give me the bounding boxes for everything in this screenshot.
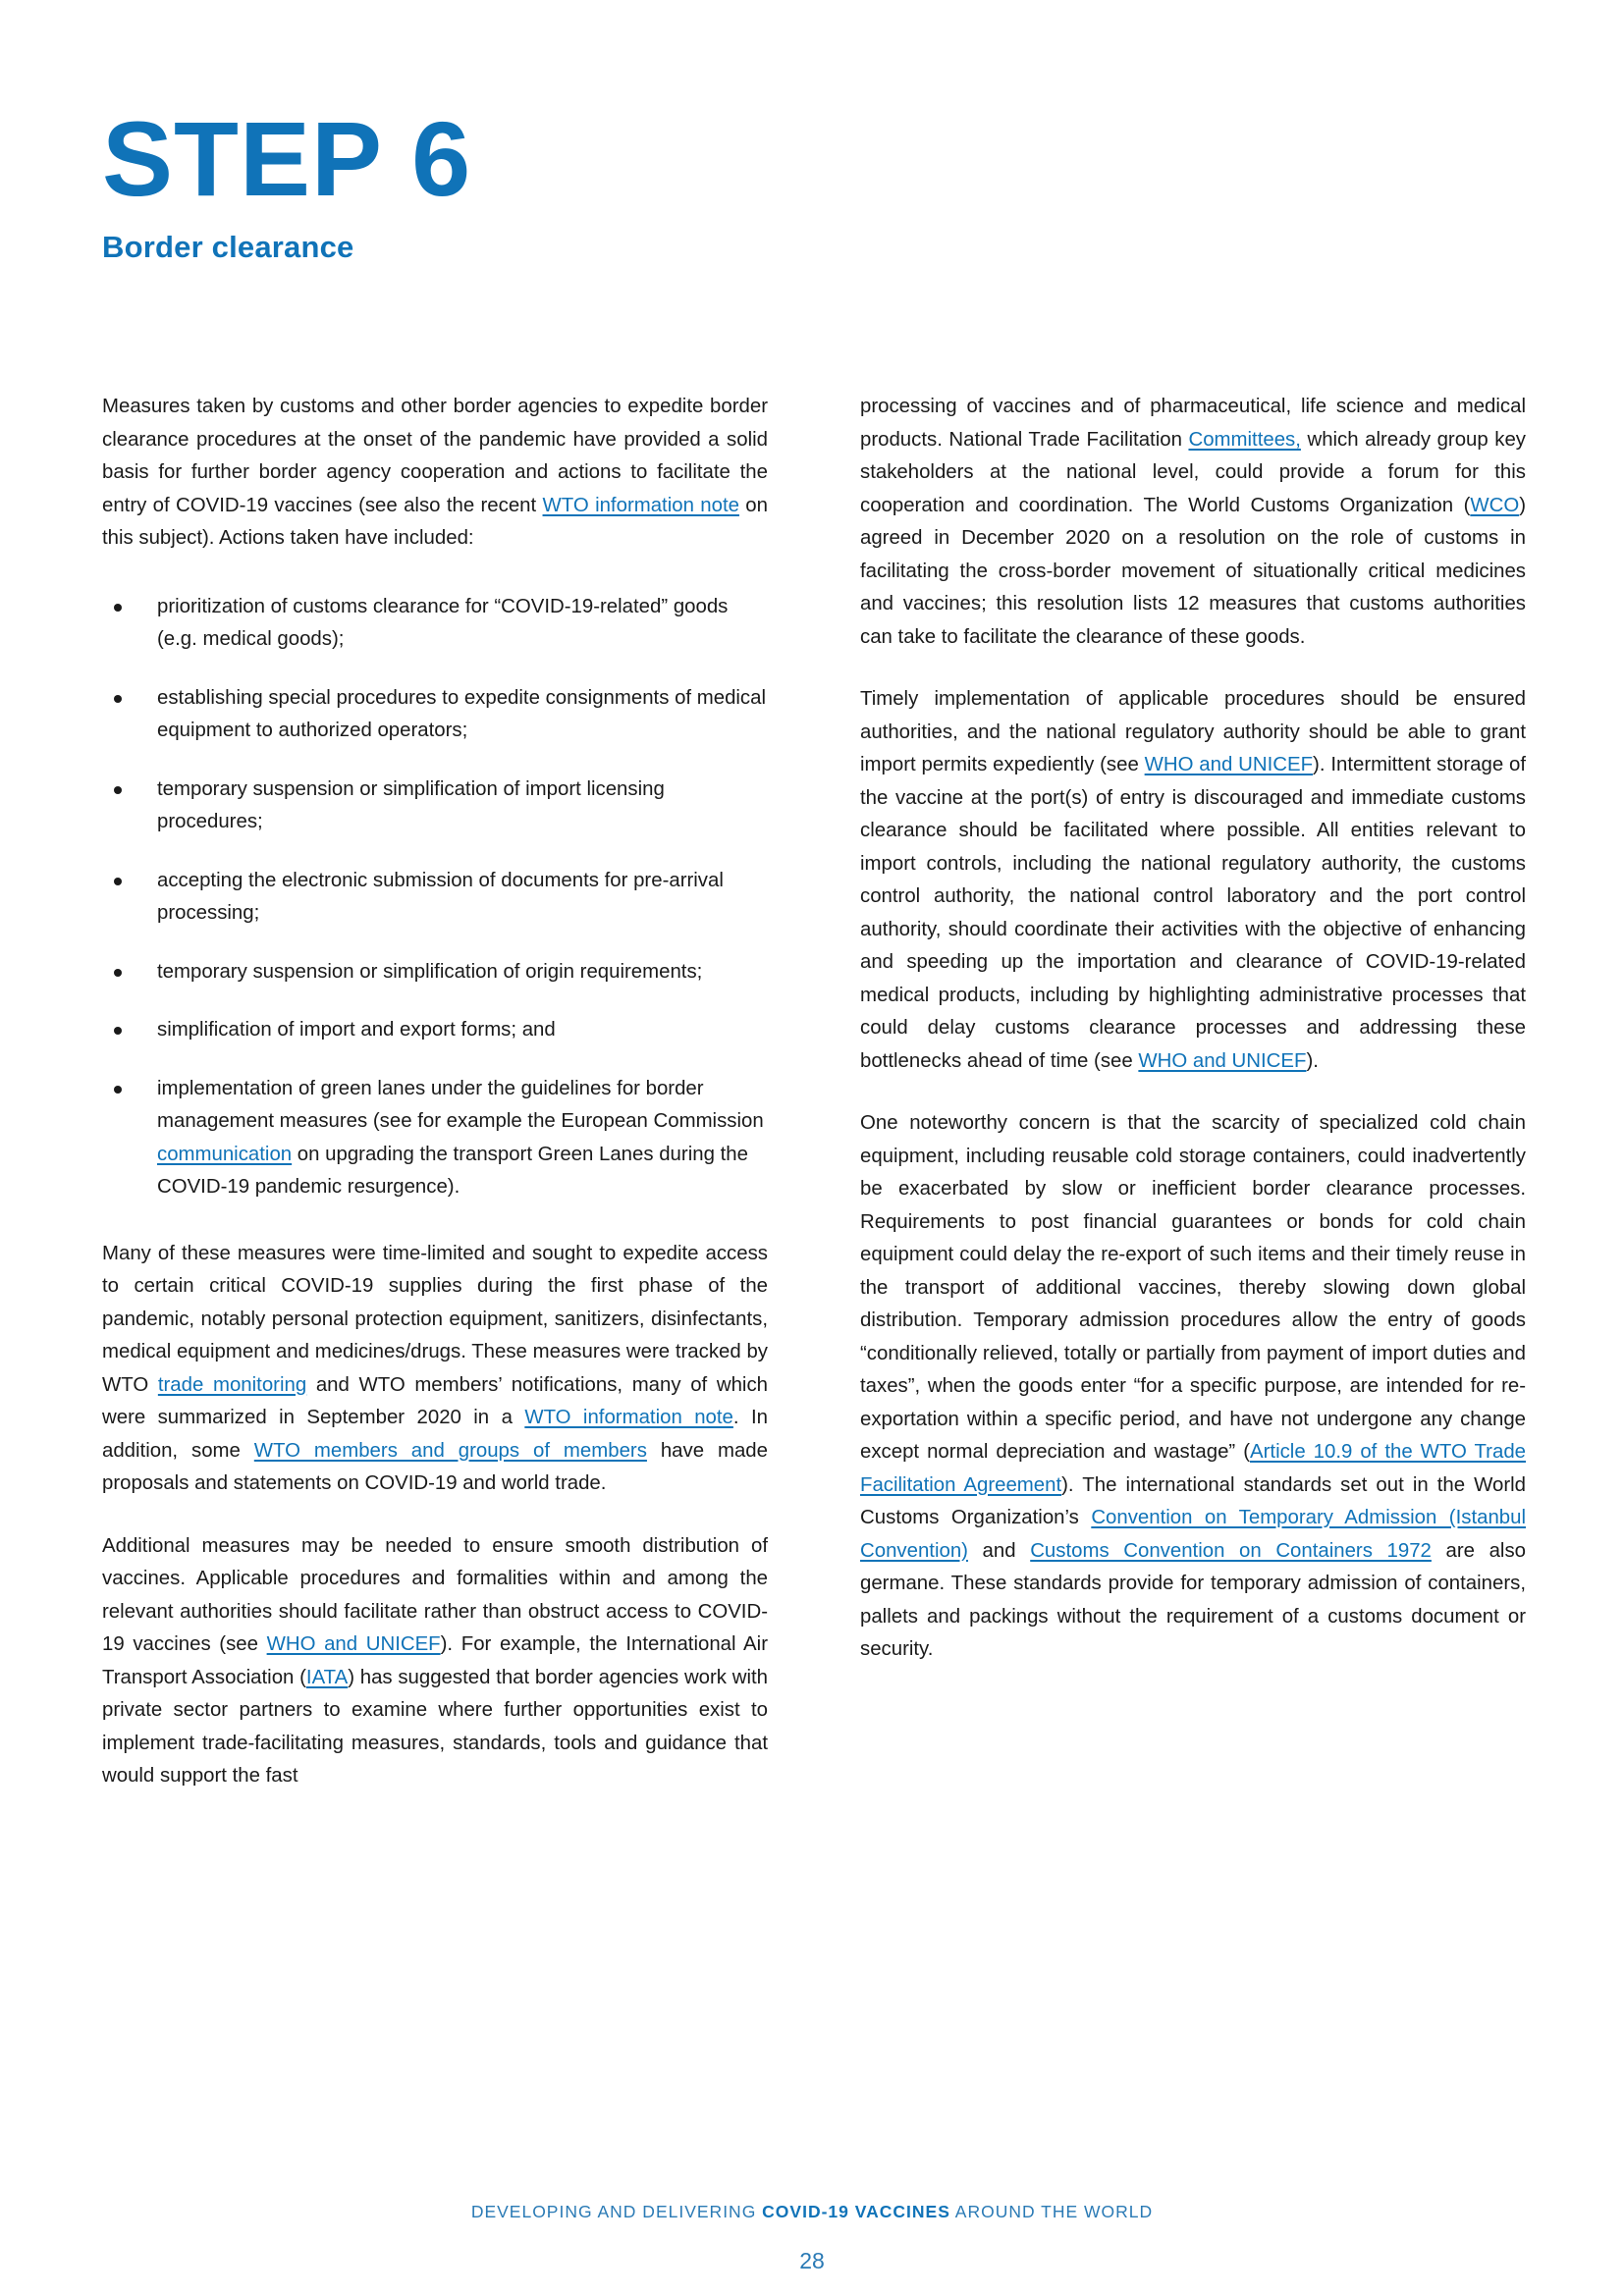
- right-paragraph-3: [860, 1107, 1526, 1667]
- who-unicef-link-right-1[interactable]: WHO and UNICEF: [1144, 754, 1314, 775]
- rp3-part4: are also germane. These standards provide for temporary admission of containers, pallets and packings without the requirement of a customs document or security.: [860, 1539, 1527, 1660]
- p2-part3: . In addition, some: [102, 1407, 768, 1462]
- page-header: [102, 99, 986, 265]
- bullet-dot-icon: [114, 969, 122, 977]
- list-item: [102, 1073, 768, 1204]
- list-item: [102, 1014, 768, 1047]
- page-footer: [0, 2202, 1624, 2274]
- rp3-part3: and: [967, 1539, 1031, 1562]
- left-column: [102, 391, 768, 1793]
- p2-part4: have made proposals and statements on COVID-19 and world trade.: [102, 1439, 768, 1494]
- trade-monitoring-link[interactable]: trade monitoring: [157, 1373, 307, 1396]
- list-item: [102, 865, 768, 931]
- bullet-text: prioritization of customs clearance for “COVID-19-related” goods (e.g. medical goods);: [157, 595, 729, 650]
- wto-members-groups-link[interactable]: WTO members and groups of members: [253, 1439, 647, 1462]
- list-item: [102, 682, 768, 748]
- committees-link[interactable]: Committees,: [1188, 428, 1301, 451]
- right-column: [860, 391, 1526, 1793]
- rp3-part1: One noteworthy concern is that the scarcity of specialized cold chain equipment, including reusable cold storage containers, could inadvertently be exacerbated by slow or inefficient border clearance processes. Requirements to post financial guarantees or bonds for cold chain equipment could delay the re-export of such items and their timely reuse in the transport of additional vaccines, thereby slowing down global distribution. Temporary admission procedures allow the entry of goods “conditionally relieved, totally or partially from payment of import duties and taxes”, when the goods enter “for a specific purpose, are intended for re-exportation within a specific period, and have not undergone any change except normal depreciation and wastage” (: [860, 1112, 1526, 1463]
- rp1-part2: which already group key stakeholders at the national level, could provide a forum for this cooperation and coordination. The World Customs Organization (: [860, 428, 1526, 516]
- customs-convention-containers-1972-link[interactable]: Customs Convention on Containers 1972: [1030, 1539, 1432, 1562]
- who-unicef-link-left[interactable]: WHO and UNICEF: [266, 1633, 441, 1655]
- rp2-part2: ). Intermittent storage of the vaccine at the port(s) of entry is discouraged and immediate customs clearance should be facilitated where possible. All entities relevant to import controls, including the national regulatory authority, the customs control authority, the national control laboratory and the port control authority, should coordinate their activities with the objective of enhancing and speeding up the importation and clearance of COVID-19-related medical products, including by highlighting administrative processes that could delay customs clearance processes and addressing these bottlenecks ahead of time (see: [860, 754, 1526, 1072]
- two-column-body: [102, 391, 1526, 1793]
- european-commission-communication-link[interactable]: communication: [157, 1143, 293, 1165]
- istanbul-convention-link[interactable]: Convention on Temporary Admission (Istanbul Convention): [860, 1507, 1527, 1562]
- article-10-9-wto-tfa-link[interactable]: Article 10.9 of the WTO Trade Facilitation Agreement: [860, 1441, 1526, 1496]
- bullet-dot-icon: [114, 1027, 122, 1035]
- footer-running-title: [0, 2202, 1624, 2222]
- bullet-text: temporary suspension or simplification of import licensing procedures;: [157, 777, 665, 832]
- wto-information-note-link[interactable]: WTO information note: [542, 494, 739, 516]
- rp1-part1: processing of vaccines and of pharmaceutical, life science and medical products. National Trade Facilitation: [860, 396, 1526, 451]
- page-number: 28: [799, 2248, 825, 2273]
- step-title: STEP 6: [102, 99, 472, 218]
- bullet-text: accepting the electronic submission of documents for pre-arrival processing;: [157, 869, 724, 924]
- actions-bullet-list: [102, 591, 768, 1204]
- bullet-text-part2: on upgrading the transport Green Lanes during the COVID-19 pandemic resurgence).: [157, 1143, 748, 1198]
- bullet-dot-icon: [114, 695, 122, 703]
- rp2-part3: ).: [1306, 1049, 1319, 1072]
- rp1-part3: ) agreed in December 2020 on a resolution on the role of customs in facilitating the cross-border movement of situationally critical medicines and vaccines; this resolution lists 12 measures that customs authorities can take to facilitate the clearance of these goods.: [860, 494, 1526, 648]
- p3-part2: ). For example, the International Air Transport Association (: [102, 1633, 768, 1688]
- p2-part1: Many of these measures were time-limited and sought to expedite access to certain critical COVID-19 supplies during the first phase of the pandemic, notably personal protection equipment, sanitizers, disinfectants, medical equipment and medicines/drugs. These measures were tracked by WTO: [102, 1242, 768, 1396]
- bullet-text: establishing special procedures to expedite consignments of medical equipment to authorized operators;: [157, 686, 767, 741]
- rp2-part1: Timely implementation of applicable procedures should be ensured authorities, and the national regulatory authority should be able to grant import permits expediently (see: [860, 688, 1526, 775]
- right-paragraph-2: [860, 683, 1526, 1078]
- bullet-text-part1: implementation of green lanes under the guidelines for border management measures (see for example the European Commission: [157, 1077, 764, 1132]
- list-item: [102, 774, 768, 839]
- left-paragraph-2: [102, 1238, 768, 1501]
- who-unicef-link-right-2[interactable]: WHO and UNICEF: [1138, 1049, 1307, 1072]
- bullet-dot-icon: [114, 604, 122, 612]
- footer-text-before: DEVELOPING AND DELIVERING: [470, 2202, 763, 2221]
- wco-link[interactable]: WCO: [1470, 494, 1520, 516]
- bullet-dot-icon: [114, 878, 122, 885]
- intro-paragraph: [102, 391, 768, 556]
- iata-link[interactable]: IATA: [305, 1666, 349, 1688]
- footer-text-bold: COVID-19 VACCINES: [762, 2202, 950, 2221]
- list-item: [102, 956, 768, 989]
- rp3-part2: ). The international standards set out in the World Customs Organization’s: [860, 1473, 1527, 1528]
- bullet-dot-icon: [114, 786, 122, 794]
- right-paragraph-1: [860, 391, 1526, 654]
- step-subtitle: Border clearance: [102, 230, 354, 264]
- footer-text-after: AROUND THE WORLD: [949, 2202, 1154, 2221]
- list-item: [102, 591, 768, 657]
- p3-part3: ) has suggested that border agencies work with private sector partners to examine where further opportunities exist to implement trade-facilitating measures, standards, tools and guidance that would support the fast: [102, 1666, 768, 1787]
- bullet-text: simplification of import and export forms; and: [157, 1019, 556, 1041]
- left-paragraph-3: [102, 1530, 768, 1793]
- wto-information-note-link-2[interactable]: WTO information note: [524, 1407, 733, 1428]
- intro-text-part2: on this subject). Actions taken have included:: [102, 494, 768, 549]
- bullet-text: temporary suspension or simplification of origin requirements;: [157, 960, 703, 983]
- p2-part2: and WTO members’ notifications, many of which were summarized in September 2020 in a: [102, 1373, 768, 1428]
- p3-part1: Additional measures may be needed to ensure smooth distribution of vaccines. Applicable procedures and formalities within and among the relevant authorities should facilitate rather than obstruct access to COVID-19 vaccines (see: [102, 1534, 768, 1655]
- intro-text-part1: Measures taken by customs and other border agencies to expedite border clearance procedures at the onset of the pandemic have provided a solid basis for further border agency cooperation and actions to facilitate the entry of COVID-19 vaccines (see also the recent: [102, 396, 768, 516]
- bullet-dot-icon: [114, 1086, 122, 1094]
